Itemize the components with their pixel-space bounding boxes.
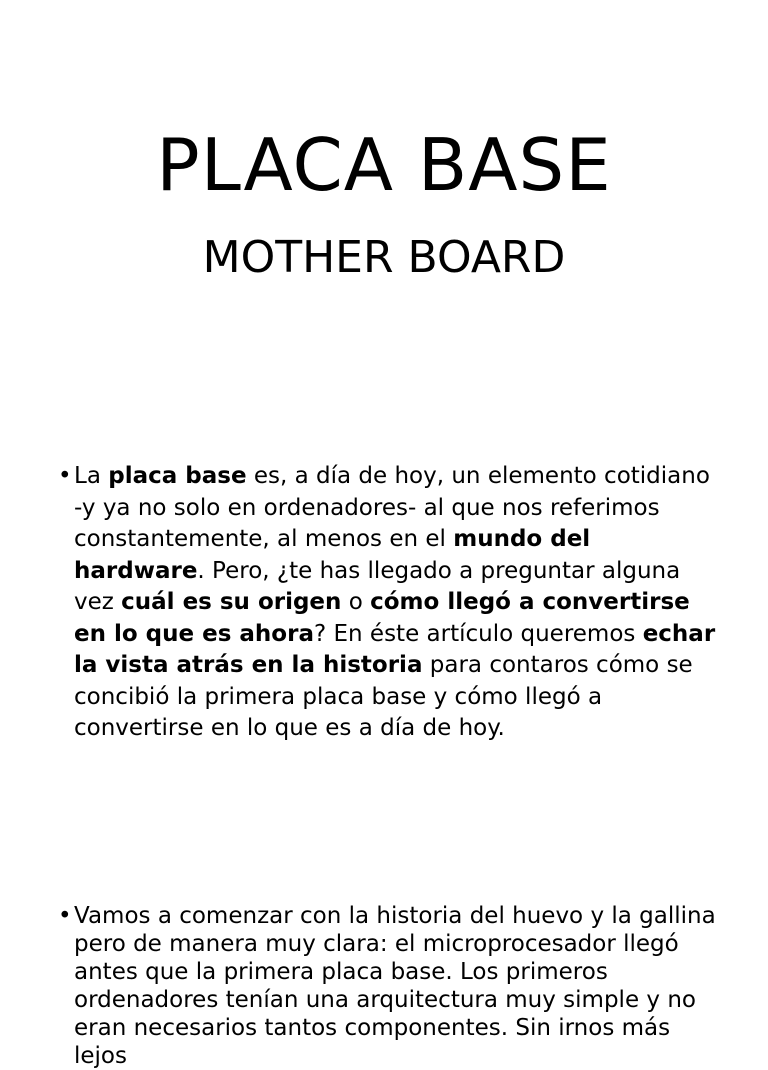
slide-title: PLACA BASE	[156, 123, 612, 207]
bullet-icon: •	[58, 463, 72, 489]
bold-phrase: cuál es su origen	[121, 589, 342, 615]
text-run: es, a día de hoy, un elemento cotidiano -y ya no solo en ordenadores- al que nos referimos constantemente, al menos en el	[74, 463, 710, 552]
bullet-icon: •	[58, 903, 72, 929]
text-run: ? En éste artículo queremos	[313, 620, 643, 647]
paragraph-text	[74, 461, 718, 745]
bullet-item	[58, 902, 718, 1070]
slide-subtitle: MOTHER BOARD	[202, 232, 566, 283]
paragraph-text: Vamos a comenzar con la historia del huevo y la gallina pero de manera muy clara: el microprocesador llegó antes que la primera placa base. Los primeros ordenadores tenían una arquitectura muy simple y no eran necesarios tantos componentes. Sin irnos más lejos	[74, 903, 716, 1069]
bullet-item	[58, 461, 718, 745]
text-run: o	[341, 589, 371, 615]
bold-phrase: placa base	[108, 463, 247, 489]
bullet-paragraph	[58, 902, 718, 1070]
content-slide-intro	[0, 340, 768, 876]
text-run: . Pero, ¿te has llegado a preguntar alguna vez	[74, 557, 681, 615]
title-slide	[0, 0, 768, 340]
bold-phrase: echar la vista atrás en la historia	[74, 620, 716, 678]
bold-phrase: cómo llegó a convertirse en lo que es ahora	[74, 589, 690, 647]
text-run: La	[74, 463, 109, 489]
bullet-paragraph	[58, 461, 718, 745]
content-slide-history	[0, 876, 768, 1069]
bold-phrase: mundo del hardware	[74, 526, 591, 584]
text-run: para contaros cómo se concibió la primera placa base y cómo llegó a convertirse en lo que es a día de hoy.	[74, 652, 693, 741]
